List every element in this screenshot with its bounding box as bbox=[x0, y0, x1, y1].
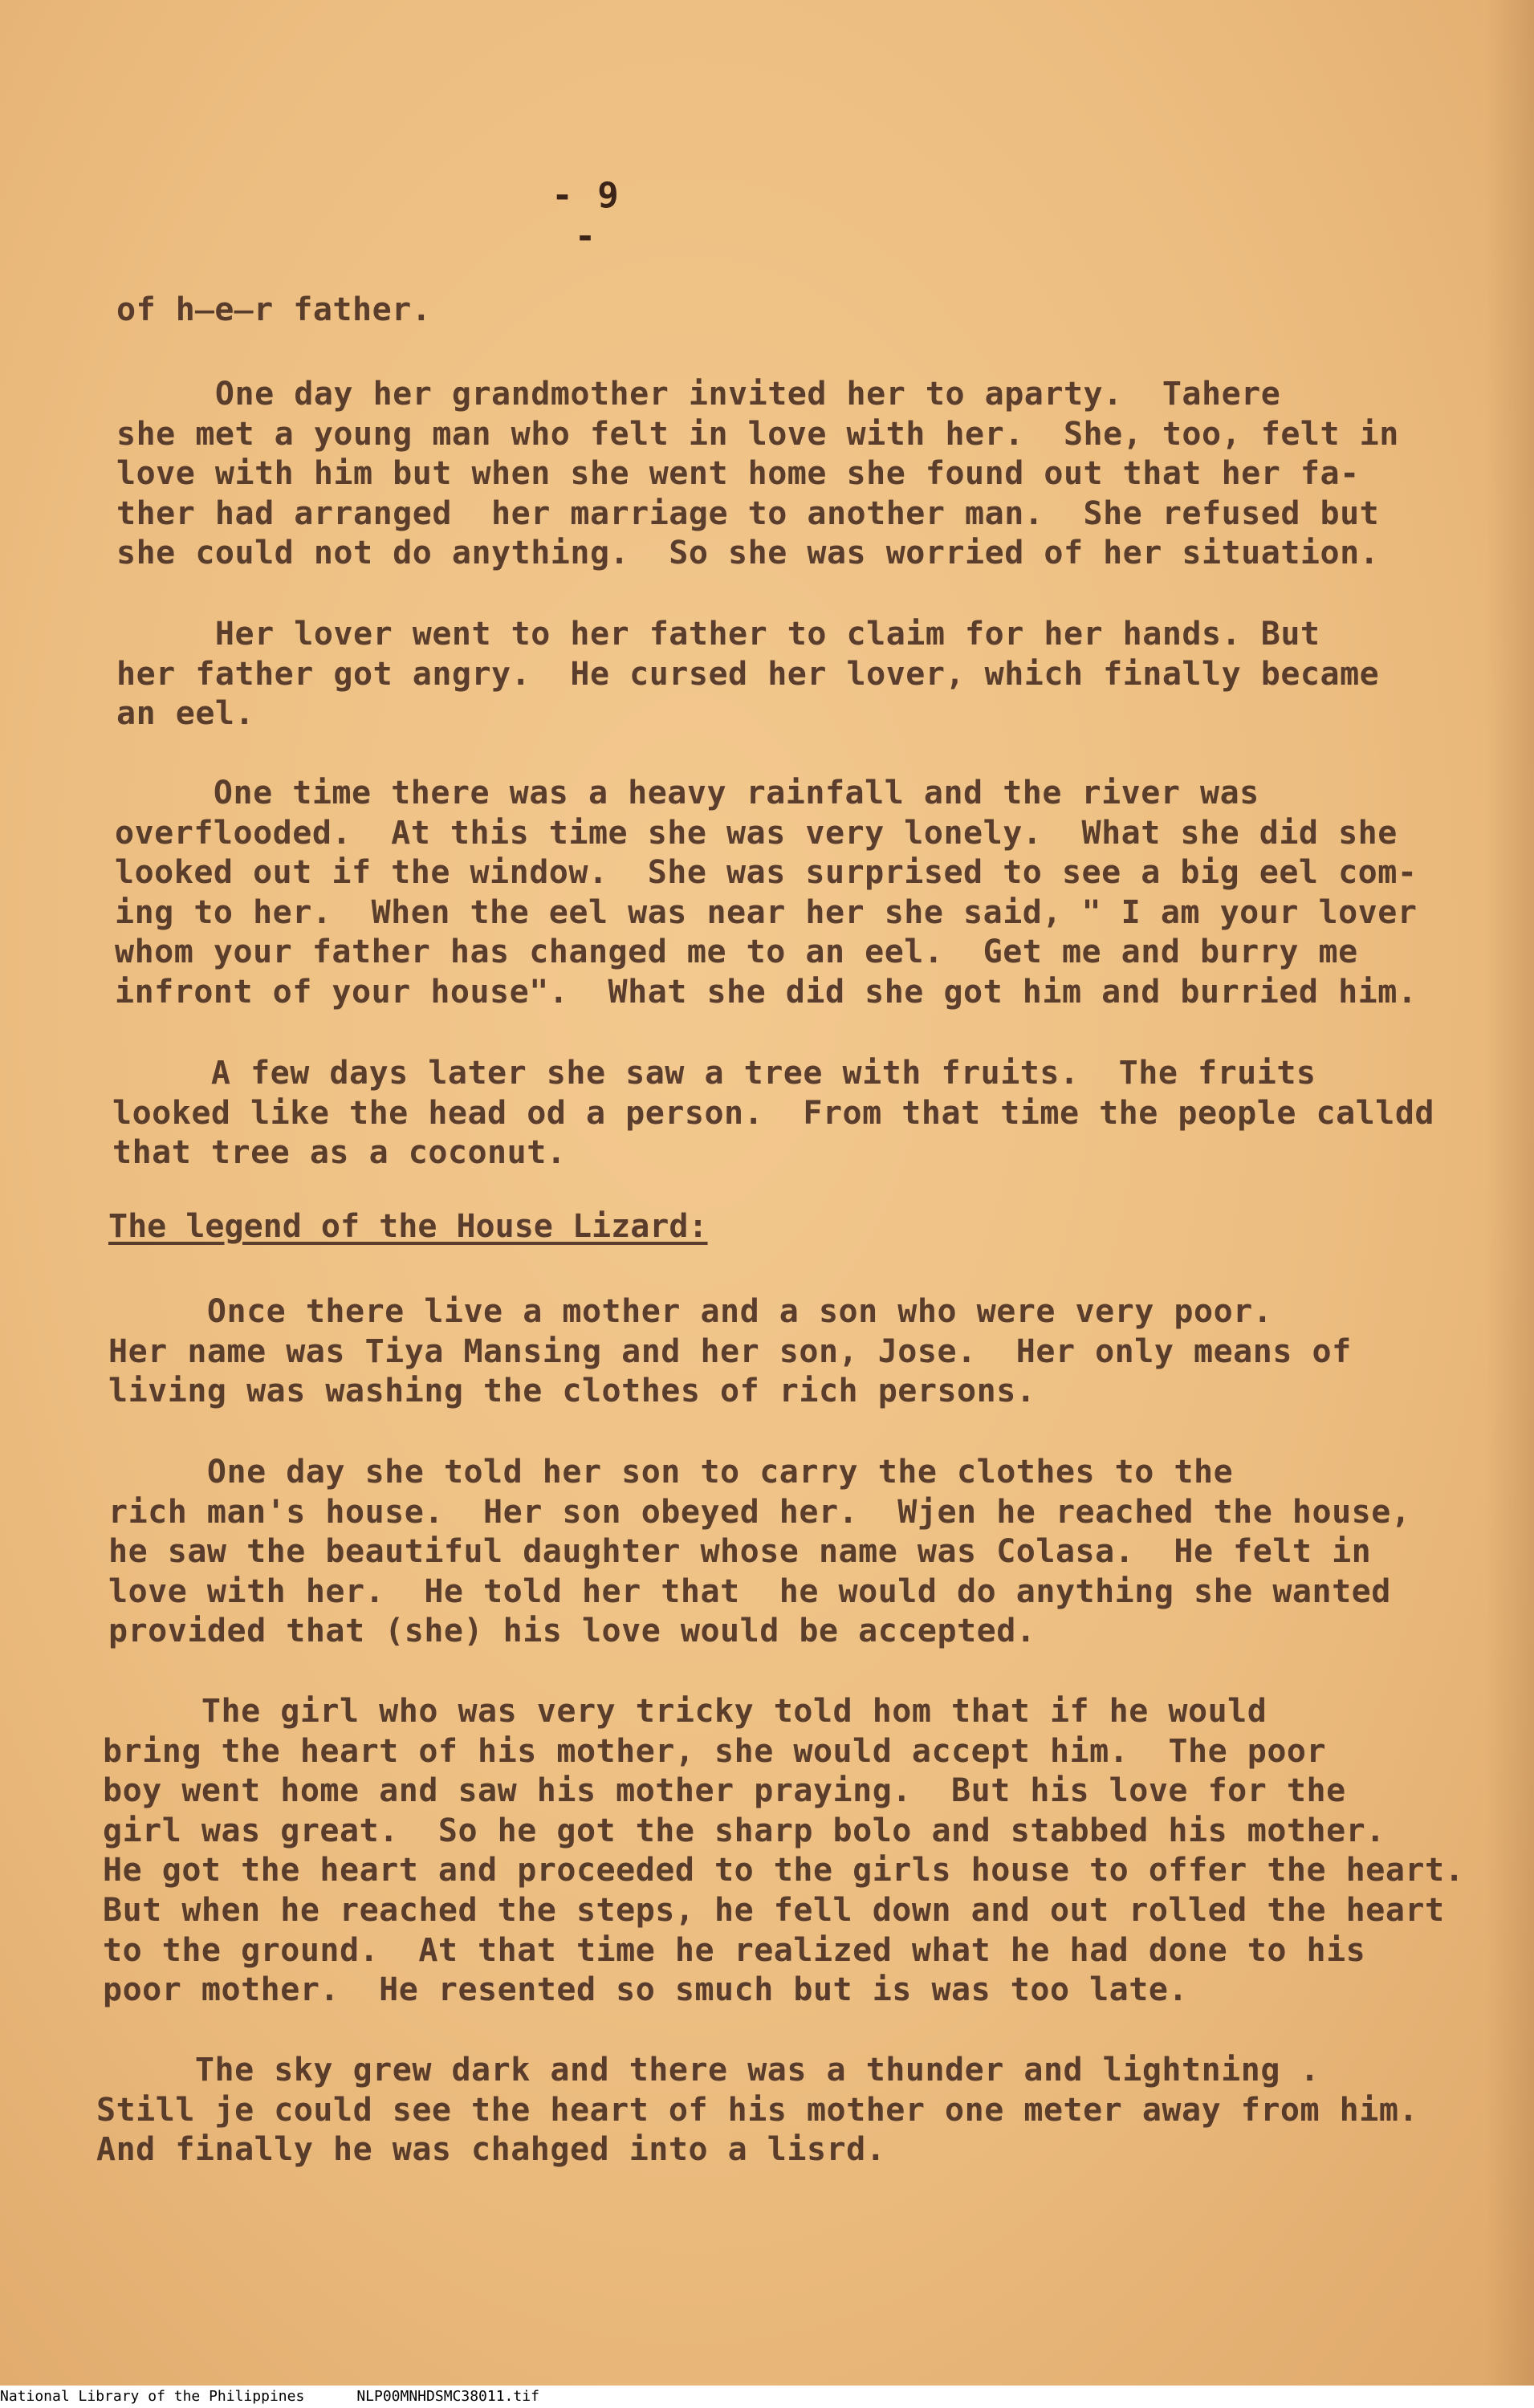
paragraph-2: One day her grandmother invited her to aparty. Tahere she met a young man who felt in love with her. She, too, felt in love with him but when she went home she found out that her fa- ther had arranged her marriage to another man. She refused but she could not do anything. So she was worried of her situation. bbox=[116, 376, 1399, 572]
section-heading: The legend of the House Lizard: bbox=[108, 1208, 708, 1245]
paragraph-3: Her lover went to her father to claim for her hands. But her father got angry. He cursed her lover, which finally became an eel. bbox=[116, 616, 1380, 733]
scan-footer bbox=[0, 2386, 1534, 2408]
paragraph-9: The sky grew dark and there was a thunder and lightning . Still je could see the heart of his mother one meter away from him. And finally he was chahged into a lisrd. bbox=[96, 2052, 1418, 2169]
paragraph-5: A few days later she saw a tree with fruits. The fruits looked like the head od a person. From that time the people calldd that tree as a coconut. bbox=[112, 1055, 1434, 1172]
footer-filename: NLP00MNHDSMC38011.tif bbox=[356, 2388, 539, 2405]
paragraph-4: One time there was a heavy rainfall and the river was overflooded. At this time she was very lonely. What she did she looked out if the window. She was surprised to see a big eel com- ing to her. When the eel was near her she said, " I am your lover whom your father has changed me to an eel. Get me and burry me infront of your house". What she did she got him and burried him. bbox=[115, 775, 1418, 1011]
paragraph-1: of h̶e̶r father. bbox=[116, 291, 432, 328]
paragraph-6: Once there live a mother and a son who were very poor. Her name was Tiya Mansing and her son, Jose. Her only means of living was washing the clothes of rich persons. bbox=[108, 1293, 1352, 1410]
page-shadow-edge bbox=[1486, 0, 1534, 2386]
paragraph-8: The girl who was very tricky told hom that if he would bring the heart of his mother, she would accept him. The poor boy went home and saw his mother praying. But his love for the girl was great. So he got the sharp bolo and stabbed his mother. He got the heart and proceeded to the girls house to offer the heart. But when he reached the steps, he fell down and out rolled the heart to the ground. At that time he realized what he had done to his poor mother. He resented so smuch but is was too late. bbox=[103, 1693, 1465, 2009]
paragraph-7: One day she told her son to carry the clothes to the rich man's house. Her son obeyed her. Wjen he reached the house, he saw the beautiful daughter whose name was Colasa. He felt in love with her. He told her that he would do anything she wanted provided that (she) his love would be accepted. bbox=[108, 1454, 1411, 1650]
page-number: - 9 - bbox=[551, 175, 621, 257]
footer-institution: National Library of the Philippines bbox=[0, 2388, 305, 2405]
